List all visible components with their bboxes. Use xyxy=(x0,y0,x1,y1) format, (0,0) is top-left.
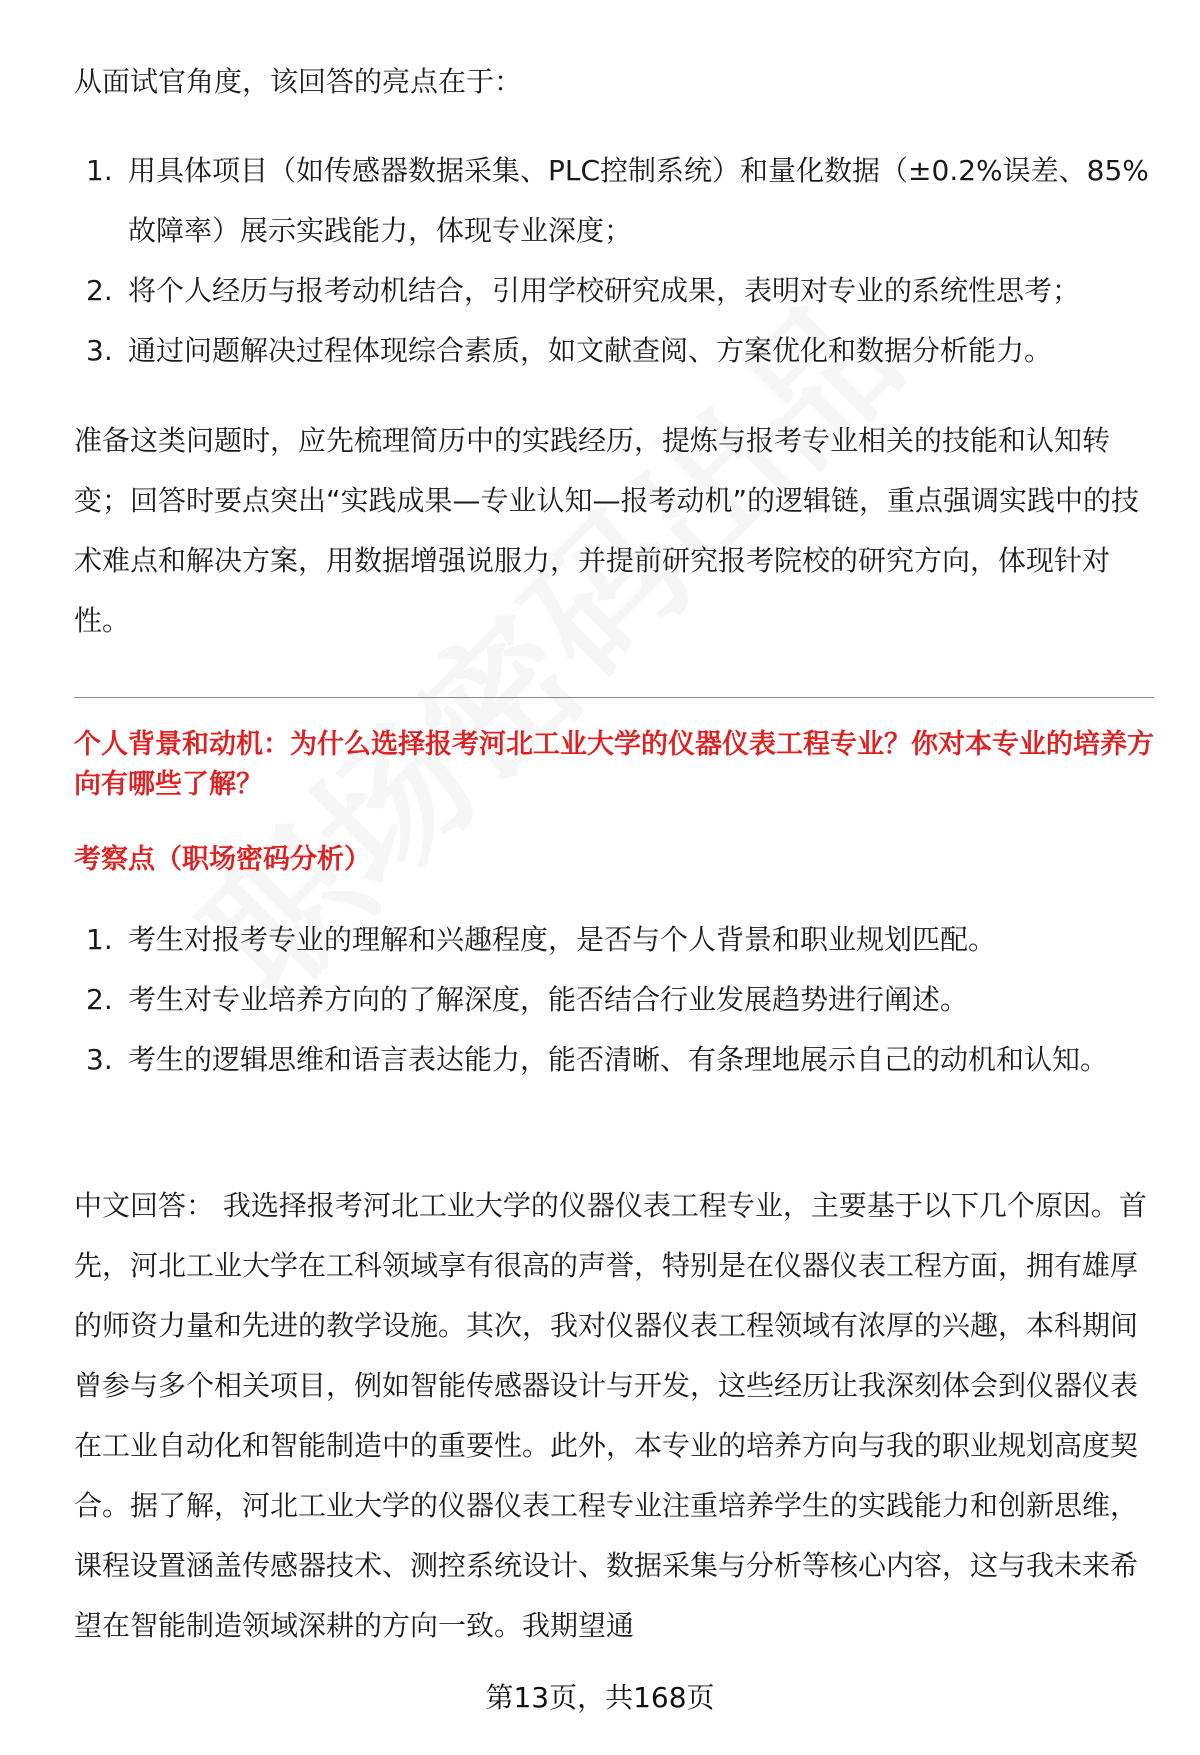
list-item-text: 考生对专业培养方向的了解深度，能否结合行业发展趋势进行阐述。 xyxy=(128,983,969,1016)
list-item xyxy=(74,261,1154,321)
list-item xyxy=(74,1030,1154,1090)
list-item xyxy=(74,321,1154,381)
question-heading: 个人背景和动机：为什么选择报考河北工业大学的仪器仪表工程专业？你对本专业的培养方向有哪些了解？ xyxy=(74,729,1154,800)
list-item-text: 通过问题解决过程体现综合素质，如文献查阅、方案优化和数据分析能力。 xyxy=(128,334,1053,367)
list-number: 1. xyxy=(86,923,113,956)
list-item-text: 用具体项目（如传感器数据采集、PLC控制系统）和量化数据（±0.2%误差、85%故障率）展示实践能力，体现专业深度； xyxy=(128,154,1149,247)
answer-paragraph: 中文回答： 我选择报考河北工业大学的仪器仪表工程专业，主要基于以下几个原因。首先，河北工业大学在工科领域享有很高的声誉，特别是在仪器仪表工程方面，拥有雄厚的师资力量和先进的教学设施。其次，我对仪器仪表工程领域有浓厚的兴趣，本科期间曾参与多个相关项目，例如智能传感器设计与开发，这些经历让我深刻体会到仪器仪表在工业自动化和智能制造中的重要性。此外，本专业的培养方向与我的职业规划高度契合。据了解，河北工业大学的仪器仪表工程专业注重培养学生的实践能力和创新思维，课程设置涵盖传感器技术、测控系统设计、数据采集与分析等核心内容，这与我未来希望在智能制造领域深耕的方向一致。我期望通 xyxy=(74,1189,1147,1642)
highlights-list xyxy=(74,141,1154,381)
list-item xyxy=(74,141,1154,261)
list-item-text: 考生对报考专业的理解和兴趣程度，是否与个人背景和职业规划匹配。 xyxy=(128,923,997,956)
prep-paragraph: 准备这类问题时，应先梳理简历中的实践经历，提炼与报考专业相关的技能和认知转变；回答时要点突出“实践成果—专业认知—报考动机”的逻辑链，重点强调实践中的技术难点和解决方案，用数据增强说服力，并提前研究报考院校的研究方向，体现针对性。 xyxy=(74,424,1140,637)
list-number: 1. xyxy=(86,154,113,187)
exam-points-list xyxy=(74,910,1154,1090)
list-item xyxy=(74,910,1154,970)
page-footer: 第13页，共168页 xyxy=(485,1681,715,1714)
list-number: 2. xyxy=(86,274,113,307)
list-number: 3. xyxy=(86,334,113,367)
list-number: 2. xyxy=(86,983,113,1016)
exam-points-title: 考察点（职场密码分析） xyxy=(74,844,371,875)
intro-text: 从面试官角度，该回答的亮点在于： xyxy=(74,65,523,98)
list-number: 3. xyxy=(86,1043,113,1076)
section-divider xyxy=(74,697,1154,698)
list-item-text: 将个人经历与报考动机结合，引用学校研究成果，表明对专业的系统性思考； xyxy=(128,274,1081,307)
list-item xyxy=(74,970,1154,1030)
list-item-text: 考生的逻辑思维和语言表达能力，能否清晰、有条理地展示自己的动机和认知。 xyxy=(128,1043,1109,1076)
